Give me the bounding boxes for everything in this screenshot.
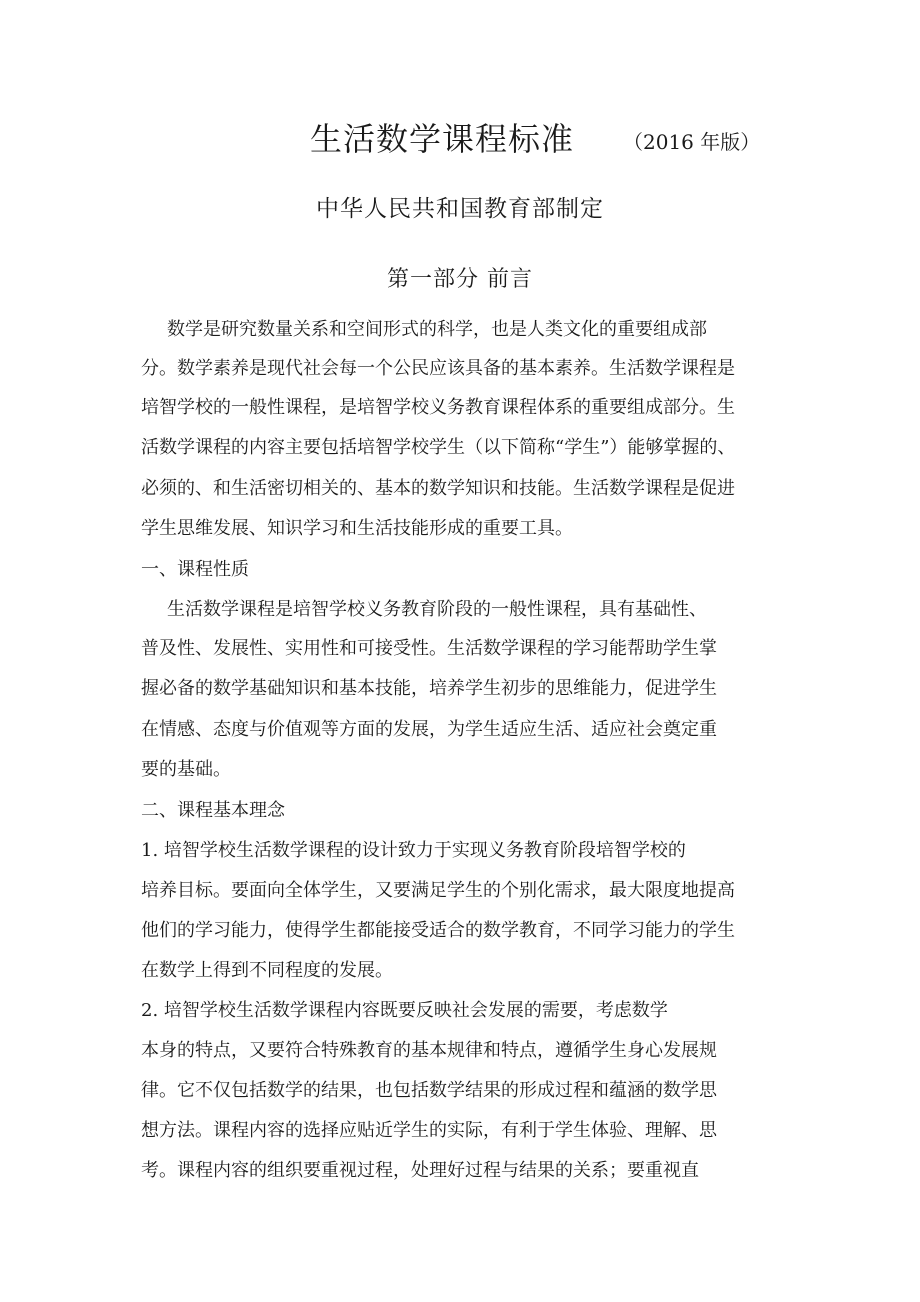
- numbered-item-line: 1. 培智学校生活数学课程的设计致力于实现义务教育阶段培智学校的: [141, 840, 686, 861]
- paragraph-line: 必须的、和生活密切相关的、基本的数学知识和技能。生活数学课程是促进: [141, 478, 735, 499]
- paragraph-line: 他们的学习能力，使得学生都能接受适合的数学教育，不同学习能力的学生: [141, 920, 735, 941]
- issuer-line: [0, 190, 920, 223]
- paragraph-line: 考。课程内容的组织要重视过程，处理好过程与结果的关系；要重视直: [141, 1160, 699, 1181]
- paragraph-line: 生活数学课程是培智学校义务教育阶段的一般性课程，具有基础性、: [167, 599, 707, 620]
- issuer-text: 中华人民共和国教育部制定: [316, 196, 604, 222]
- paragraph-line: 培智学校的一般性课程，是培智学校义务教育课程体系的重要组成部分。生: [141, 397, 735, 418]
- paragraph-line: 数学是研究数量关系和空间形式的科学，也是人类文化的重要组成部: [167, 319, 707, 340]
- paragraph-line: 学生思维发展、知识学习和生活技能形成的重要工具。: [141, 518, 573, 539]
- section-heading: 二、课程基本理念: [141, 800, 285, 821]
- title-row: [0, 110, 920, 160]
- paragraph-line: 培养目标。要面向全体学生，又要满足学生的个别化需求，最大限度地提高: [141, 880, 735, 901]
- edition-label: （2016 年版）: [623, 130, 761, 154]
- paragraph-line: 分。数学素养是现代社会每一个公民应该具备的基本素养。生活数学课程是: [141, 358, 735, 379]
- paragraph-line: 普及性、发展性、实用性和可接受性。生活数学课程的学习能帮助学生掌: [141, 638, 717, 659]
- document-title: 生活数学课程标准: [310, 120, 575, 158]
- paragraph-line: 在数学上得到不同程度的发展。: [141, 960, 393, 981]
- paragraph-line: 活数学课程的内容主要包括培智学校学生（以下简称“学生”）能够掌握的、: [141, 437, 736, 458]
- numbered-item-line: 2. 培智学校生活数学课程内容既要反映社会发展的需要，考虑数学: [141, 1000, 668, 1021]
- paragraph-line: 在情感、态度与价值观等方面的发展，为学生适应生活、适应社会奠定重: [141, 719, 717, 740]
- paragraph-line: 想方法。课程内容的选择应贴近学生的实际，有利于学生体验、理解、思: [141, 1120, 717, 1141]
- paragraph-line: 律。它不仅包括数学的结果，也包括数学结果的形成过程和蕴涵的数学思: [141, 1080, 717, 1101]
- paragraph-line: 本身的特点，又要符合特殊教育的基本规律和特点，遵循学生身心发展规: [141, 1040, 717, 1061]
- paragraph-line: 握必备的数学基础知识和基本技能，培养学生初步的思维能力，促进学生: [141, 678, 717, 699]
- section-heading: 一、课程性质: [141, 559, 249, 580]
- part-heading-text: 第一部分 前言: [387, 267, 533, 292]
- part-heading: [0, 262, 920, 293]
- paragraph-line: 要的基础。: [141, 759, 231, 780]
